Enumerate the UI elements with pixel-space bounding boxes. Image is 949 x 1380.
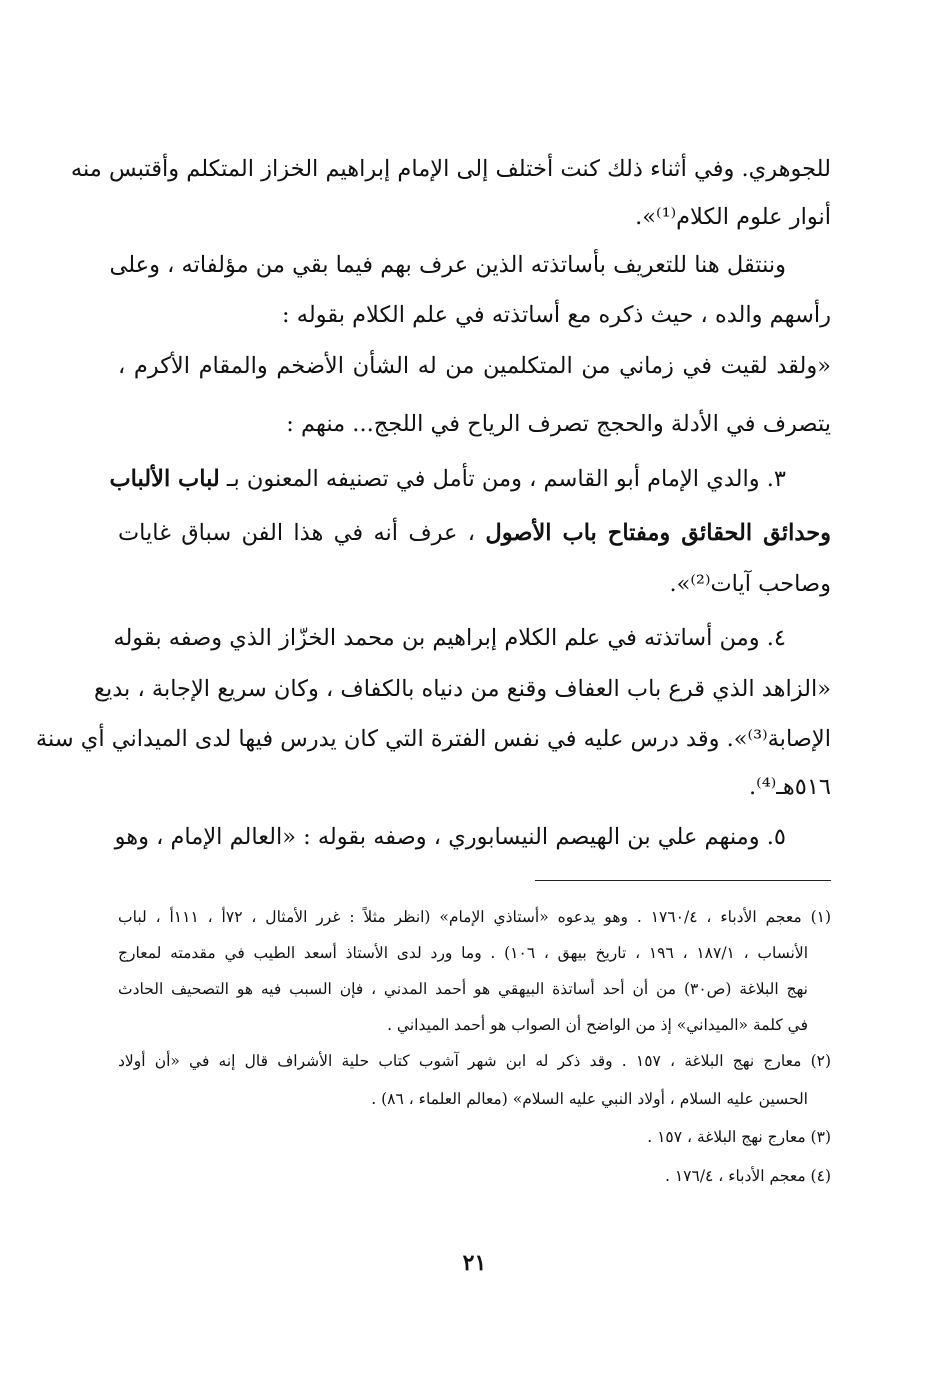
text-line: وصاحب آيات⁽²⁾».	[669, 571, 831, 597]
footnote-divider	[535, 880, 831, 881]
text-line: أنوار علوم الكلام⁽¹⁾».	[635, 204, 831, 230]
text-line: رأسهم والده ، حيث ذكره مع أساتذته في علم الكلام بقوله :	[282, 302, 831, 328]
page-number: ٢١	[462, 1250, 487, 1276]
footnote-line: (١) معجم الأدباء ، ١٧٦٠/٤ . وهو يدعوه «أستاذي الإمام» (انظر مثلاً : غرر الأمثال ، ٧٢أ ، ١١١أ ، لباب	[118, 908, 832, 926]
text-line: ٤. ومن أساتذته في علم الكلام إبراهيم بن محمد الخزّاز الذي وصفه بقوله	[113, 625, 786, 651]
footnote-line: (٣) معارج نهج البلاغة ، ١٥٧ .	[647, 1128, 831, 1146]
text-segment: ٣. والدي الإمام أبو القاسم ، ومن تأمل في تصنيفه المعنون بـ	[219, 466, 786, 492]
text-line: وننتقل هنا للتعريف بأساتذته الذين عرف بهم فيما بقي من مؤلفاته ، وعلى	[109, 252, 786, 278]
footnote-line: (٤) معجم الأدباء ، ١٧٦/٤ .	[664, 1167, 831, 1185]
text-line: ٥١٦هـ⁽⁴⁾.	[749, 774, 831, 800]
text-segment: ، عرف أنه في هذا الفن سباق غايات	[118, 520, 476, 546]
text-line: ٥. ومنهم علي بن الهيصم النيسابوري ، وصفه بقوله : «العالم الإمام ، وهو	[114, 824, 786, 850]
text-line: الإصابة⁽³⁾». وقد درس عليه في نفس الفترة التي كان يدرس فيها لدى الميداني أي سنة	[35, 726, 831, 752]
text-line: «ولقد لقيت في زماني من المتكلمين من له الشأن الأضخم والمقام الأكرم ،	[118, 353, 831, 379]
footnote-line: في كلمة «الميداني» إذ من الواضح أن الصواب هو أحمد الميداني .	[387, 1016, 808, 1034]
text-line	[118, 522, 831, 545]
text-line	[109, 466, 831, 492]
book-title-bold: لباب الألباب	[109, 466, 220, 492]
book-title-bold: وحدائق الحقائق ومفتاح باب الأصول	[485, 520, 831, 546]
footnote-line: نهج البلاغة (ص٣٠) من أن أحد أساتذة البيهقي هو أحمد المدني ، فإن السبب فيه هو التصحيف الحادث	[118, 980, 808, 998]
footnote-line: الحسين عليه السلام ، أولاد النبي عليه السلام» (معالم العلماء ، ٨٦) .	[371, 1090, 808, 1108]
footnote-line: الأنساب ، ١٨٧/١ ، ١٩٦ ، تاريخ بيهق ، ١٠٦) . وما ورد لدى الأستاذ أسعد الطيب في مقدمته لمعارج	[118, 944, 809, 962]
footnote-line: (٢) معارج نهج البلاغة ، ١٥٧ . وقد ذكر له ابن شهر آشوب كتاب حلية الأشراف قال إنه في «أن أولاد	[118, 1052, 832, 1070]
text-line: يتصرف في الأدلة والحجج تصرف الرياح في اللجج... منهم :	[286, 411, 831, 437]
text-line: «الزاهد الذي قرع باب العفاف وقنع من دنياه بالكفاف ، وكان سريع الإجابة ، بديع	[94, 676, 831, 702]
text-line: للجوهري. وفي أثناء ذلك كنت أختلف إلى الإمام إبراهيم الخزاز المتكلم وأقتبس منه	[70, 156, 831, 182]
